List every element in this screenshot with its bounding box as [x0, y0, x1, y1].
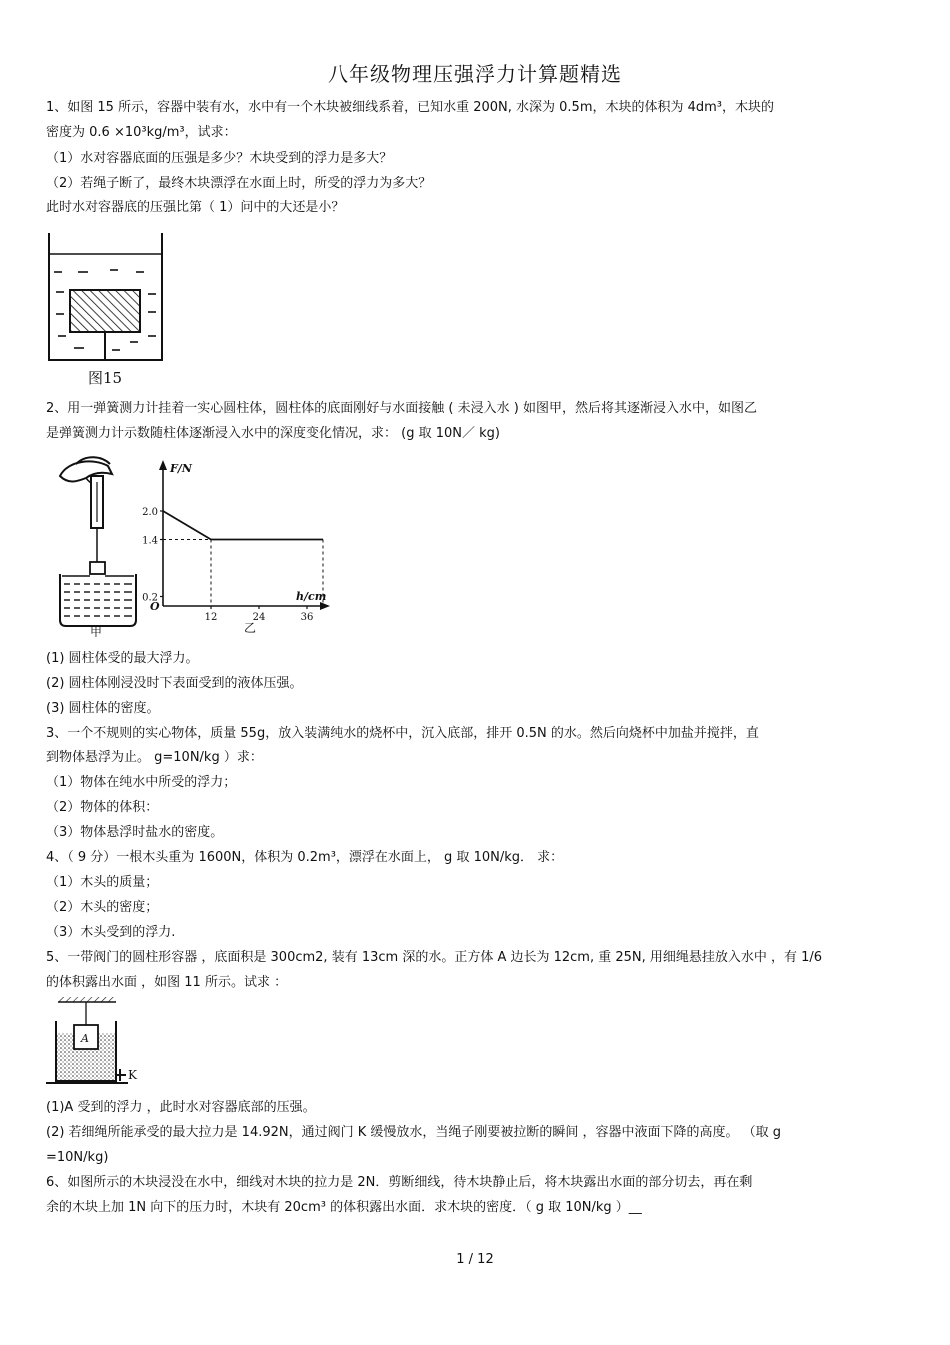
figure-15 [44, 228, 169, 388]
text-line: (3) 圆柱体的密度。 [46, 701, 160, 716]
text-line: （3）物体悬浮时盐水的密度。 [46, 825, 224, 840]
x-tick-label: 24 [252, 612, 266, 623]
y-tick-label: 1.4 [142, 535, 158, 547]
text-line: 密度为 0.6 ×10³kg/m³，试求： [46, 125, 237, 140]
text-line: （1）物体在纯水中所受的浮力； [46, 775, 237, 790]
text-line: （1）木头的质量； [46, 875, 159, 890]
x-tick-label: 36 [300, 612, 314, 623]
valve-k-label: K [128, 1068, 137, 1082]
text-line: 6、如图所示的木块浸没在水中，细线对木块的拉力是 2N．剪断细线，待木块静止后，将木块露出水面的部分切去，再在剩 [46, 1175, 753, 1190]
text-line: 余的木块上加 1N 向下的压力时，木块有 20cm³ 的体积露出水面．求木块的密度．（ g 取 10N/kg ）__ [46, 1200, 642, 1215]
series-line [163, 511, 323, 540]
x-axis-arrow [320, 602, 330, 610]
text-line: 2、用一弹簧测力计挂着一实心圆柱体，圆柱体的底面刚好与水面接触 ( 未浸入水 ) 如图甲，然后将其逐渐浸入水中，如图乙 [46, 401, 757, 416]
text-line: 到物体悬浮为止。 g=10N/kg ）求： [46, 750, 263, 765]
text-line: （2）若绳子断了，最终木块漂浮在水面上时，所受的浮力为多大？ [46, 176, 432, 191]
y-tick-label: 0.2 [142, 592, 158, 604]
origin-label: O [150, 600, 160, 613]
page-title: 八年级物理压强浮力计算题精选 [328, 62, 622, 86]
text-line: (1)A 受到的浮力 ，此时水对容器底部的压强。 [46, 1100, 316, 1115]
text-line: (2) 若细绳所能承受的最大拉力是 14.92N，通过阀门 K 缓慢放水，当绳子刚要被拉断的瞬间 ，容器中液面下降的高度。 （取 g [46, 1125, 782, 1140]
x-tick-label: 12 [204, 612, 218, 623]
page-number: 1 / 12 [456, 1252, 494, 1267]
y-axis-label: F/N [170, 462, 192, 475]
figure-jia [46, 452, 146, 637]
figure-jia-label: 甲 [90, 625, 103, 637]
text-line: （1）水对容器底面的压强是多少？木块受到的浮力是多大？ [46, 151, 393, 166]
text-line: （3）木头受到的浮力. [46, 925, 176, 940]
figure-yi-chart [140, 456, 340, 636]
block-a-label: A [81, 1032, 89, 1045]
text-line: （2）物体的体积： [46, 800, 159, 815]
y-tick-label: 2.0 [142, 507, 158, 518]
text-line: 是弹簧测力计示数随柱体逐渐浸入水中的深度变化情况，求： (g 取 10N／ kg) [46, 426, 500, 441]
text-line: 此时水对容器底的压强比第（ 1）问中的大还是小？ [46, 200, 345, 215]
figure-11 [44, 995, 154, 1090]
text-line: (2) 圆柱体刚浸没时下表面受到的液体压强。 [46, 676, 303, 691]
y-axis-arrow [159, 460, 167, 470]
text-line: （2）木头的密度； [46, 900, 159, 915]
x-axis-label: h/cm [296, 590, 327, 603]
figure-yi-label: 乙 [244, 621, 257, 635]
force-depth-chart [140, 456, 340, 636]
text-line: 5、一带阀门的圆柱形容器 ，底面积是 300cm2, 装有 13cm 深的水。正方体 A 边长为 12cm, 重 25N, 用细绳悬挂放入水中 ，有 1/6 [46, 950, 823, 965]
text-line: =10N/kg) [46, 1150, 109, 1165]
text-line: 1、如图 15 所示，容器中装有水，水中有一个木块被细线系着，已知水重 200N, 水深为 0.5m，木块的体积为 4dm³，木块的 [46, 100, 775, 115]
figure-15-caption: 图15 [88, 369, 123, 387]
text-line: 的体积露出水面 ，如图 11 所示。试求 ： [46, 975, 288, 990]
text-line: 3、一个不规则的实心物体，质量 55g，放入装满纯水的烧杯中，沉入底部，排开 0.5N 的水。然后向烧杯中加盐并搅拌，直 [46, 726, 759, 741]
text-line: 4、（ 9 分）一根木头重为 1600N，体积为 0.2m³，漂浮在水面上， g 取 10N/kg． 求： [46, 850, 564, 865]
text-line: (1) 圆柱体受的最大浮力。 [46, 651, 199, 666]
